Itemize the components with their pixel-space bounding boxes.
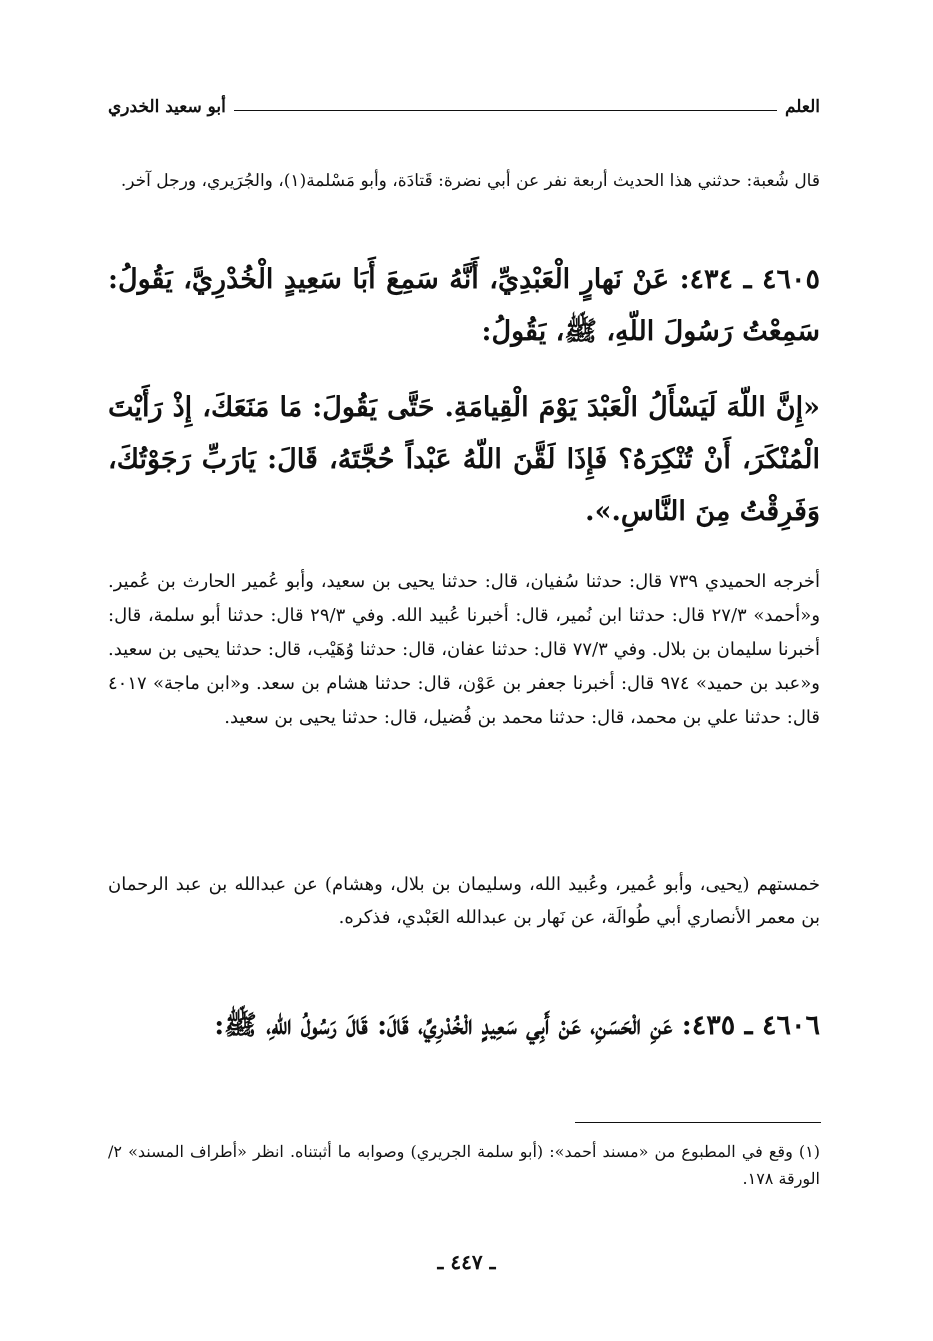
footnote-separator (575, 1122, 821, 1123)
hadith-4605-matn: «إِنَّ اللّهَ لَيَسْأَلُ الْعَبْدَ يَوْمَ الْقِيامَةِ. حَتَّى يَقُولَ: مَا مَنَعَكَ، إِذْ رَأَيْتَ الْمُنْكَرَ، أَنْ تُنْكِرَهُ؟ فَإِذَا لَقَّنَ اللّهُ عَبْداً حُجَّتَهُ، قَالَ: يَارَبِّ رَجَوْتُكَ، وَفَرِقْتُ مِنَ النَّاسِ.». (108, 392, 820, 527)
page-number: ـ ٤٤٧ ـ (437, 1250, 496, 1274)
running-header (108, 92, 820, 122)
footnote-1: (١) وقع في المطبوع من «مسند أحمد»: (أبو سلمة الجريري) وصوابه ما أثبتناه. انظر «أطراف المسند» ٢/الورقة ١٧٨. (108, 1142, 820, 1188)
summary-paragraph: خمستهم (يحيى، وأبو عُمير، وعُبيد الله، وسليمان بن بلال، وهشام) عن عبدالله بن عبد الرحمان بن معمر الأنصاري أبي طُوالَة، عن نَهار بن عبدالله العَبْدي، فذكره. (108, 874, 820, 928)
hadith-4605-isnad: ٤٦٠٥ ـ ٤٣٤: عَنْ نَهارٍ الْعَبْدِيِّ، أَنَّهُ سَمِعَ أَبَا سَعِيدٍ الْخُدْرِيَّ، يَقُولُ: سَمِعْتُ رَسُولَ اللّهِ، ﷺ، يَقُولُ: (108, 264, 820, 347)
hadith-4606: ٤٦٠٦ ـ ٤٣٥: عَنِ الْحَسَنِ، عَنْ أَبِي سَعِيدٍ الْخُدْرِيِّ، قَالَ: قَالَ رَسُولُ اللّهِ، ﷺ: (214, 1010, 820, 1041)
intro-paragraph: قال شُعبة: حدثني هذا الحديث أربعة نفر عن أبي نضرة: قَتادَة، وأبو مَسْلمة(١)، والجُرَيري، ورجل آخر. (120, 171, 820, 191)
book-title: أبو سعيد الخدري (108, 97, 226, 117)
section-title: العلم (784, 97, 820, 117)
header-rule (234, 110, 777, 111)
takhrij-paragraph: أخرجه الحميدي ٧٣٩ قال: حدثنا سُفيان، قال: حدثنا يحيى بن سعيد، وأبو عُمير الحارث بن عُمير. و«أحمد» ٢٧/٣ قال: حدثنا ابن نُمير، قال: أخبرنا عُبيد الله. وفي ٢٩/٣ قال: حدثنا أبو سلمة، قال: أخبرنا سليمان بن بلال. وفي ٧٧/٣ قال: حدثنا عفان، قال: حدثنا وُهَيْب، قال: حدثنا يحيى بن سعيد. و«عبد بن حميد» ٩٧٤ قال: أخبرنا جعفر بن عَوْن، قال: حدثنا هشام بن سعد. و«ابن ماجة» ٤٠١٧ قال: حدثنا علي بن محمد، قال: حدثنا محمد بن فُضيل، قال: حدثنا يحيى بن سعيد. (108, 571, 821, 728)
